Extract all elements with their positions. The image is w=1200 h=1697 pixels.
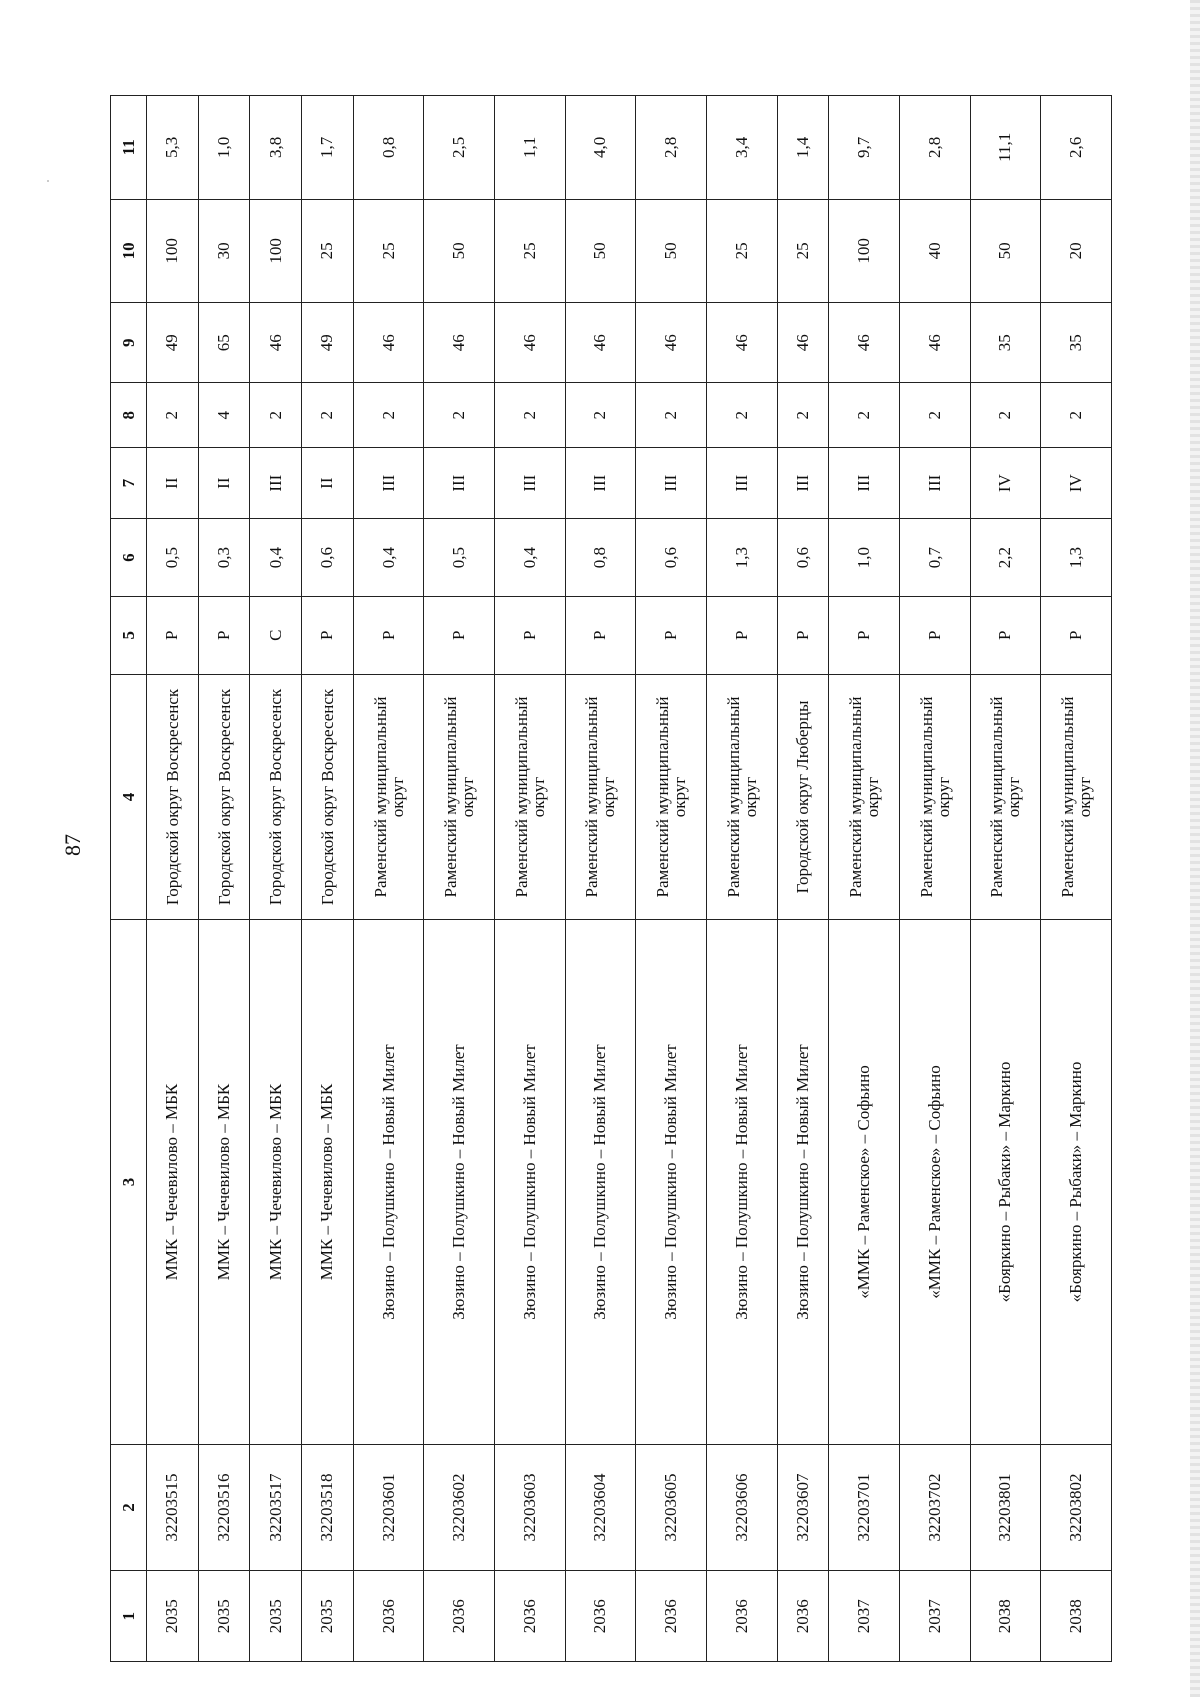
cell-width: 46	[636, 303, 707, 383]
table-row	[565, 96, 636, 1662]
cell-id: 32203604	[565, 1444, 636, 1571]
cell-lanes: 4	[198, 383, 250, 448]
cell-route: Зюзино – Полушкино – Новый Милет	[565, 920, 636, 1444]
cell-lanes: 2	[565, 383, 636, 448]
cell-municipality: Раменский муниципальный округ	[829, 674, 900, 920]
table-row	[302, 96, 354, 1662]
table-row	[353, 96, 424, 1662]
cell-lanes: 2	[147, 383, 199, 448]
table-row	[495, 96, 566, 1662]
cell-lanes: 2	[424, 383, 495, 448]
table-row	[147, 96, 199, 1662]
cell-value: 3,8	[250, 96, 302, 200]
column-header-5: 5	[111, 596, 147, 674]
cell-code: 2038	[1041, 1571, 1112, 1662]
cell-id: 32203515	[147, 1444, 199, 1571]
table-row	[970, 96, 1041, 1662]
cell-width: 46	[424, 303, 495, 383]
cell-length: 0,4	[250, 519, 302, 597]
rotated-table-wrapper	[110, 95, 1112, 1662]
cell-type: Р	[147, 596, 199, 674]
cell-lanes: 2	[250, 383, 302, 448]
cell-category: III	[565, 448, 636, 519]
cell-width: 49	[147, 303, 199, 383]
cell-value: 2,8	[636, 96, 707, 200]
cell-code: 2036	[424, 1571, 495, 1662]
table-row	[198, 96, 250, 1662]
cell-length: 0,3	[198, 519, 250, 597]
cell-traffic: 25	[777, 199, 829, 303]
cell-length: 0,6	[302, 519, 354, 597]
cell-traffic: 25	[706, 199, 777, 303]
cell-traffic: 25	[495, 199, 566, 303]
cell-traffic: 50	[565, 199, 636, 303]
cell-length: 0,5	[424, 519, 495, 597]
cell-traffic: 25	[353, 199, 424, 303]
cell-id: 32203801	[970, 1444, 1041, 1571]
cell-route: Зюзино – Полушкино – Новый Милет	[353, 920, 424, 1444]
cell-type: Р	[565, 596, 636, 674]
cell-id: 32203607	[777, 1444, 829, 1571]
column-header-2: 2	[111, 1444, 147, 1571]
cell-category: III	[495, 448, 566, 519]
table-container	[110, 95, 1112, 1662]
cell-value: 1,7	[302, 96, 354, 200]
cell-value: 2,6	[1041, 96, 1112, 200]
cell-category: III	[424, 448, 495, 519]
cell-municipality: Городской округ Воскресенск	[198, 674, 250, 920]
cell-id: 32203606	[706, 1444, 777, 1571]
cell-lanes: 2	[706, 383, 777, 448]
cell-route: Зюзино – Полушкино – Новый Милет	[777, 920, 829, 1444]
cell-length: 0,4	[353, 519, 424, 597]
cell-length: 1,3	[706, 519, 777, 597]
cell-value: 11,1	[970, 96, 1041, 200]
header-row	[111, 96, 147, 1662]
cell-value: 2,5	[424, 96, 495, 200]
cell-value: 4,0	[565, 96, 636, 200]
cell-id: 32203517	[250, 1444, 302, 1571]
table-row	[829, 96, 900, 1662]
cell-traffic: 40	[899, 199, 970, 303]
cell-length: 0,6	[777, 519, 829, 597]
cell-route: ММК – Чечевилово – МБК	[250, 920, 302, 1444]
cell-id: 32203602	[424, 1444, 495, 1571]
cell-length: 2,2	[970, 519, 1041, 597]
cell-value: 1,1	[495, 96, 566, 200]
column-header-11: 11	[111, 96, 147, 200]
cell-category: III	[636, 448, 707, 519]
cell-width: 46	[777, 303, 829, 383]
cell-code: 2036	[777, 1571, 829, 1662]
table-row	[250, 96, 302, 1662]
cell-category: IV	[970, 448, 1041, 519]
table-row	[1041, 96, 1112, 1662]
cell-category: II	[302, 448, 354, 519]
cell-route: «Бояркино – Рыбаки» – Маркино	[1041, 920, 1112, 1444]
cell-lanes: 2	[1041, 383, 1112, 448]
cell-route: «Бояркино – Рыбаки» – Маркино	[970, 920, 1041, 1444]
cell-category: IV	[1041, 448, 1112, 519]
cell-route: Зюзино – Полушкино – Новый Милет	[424, 920, 495, 1444]
cell-category: II	[147, 448, 199, 519]
cell-id: 32203601	[353, 1444, 424, 1571]
cell-municipality: Городской округ Воскресенск	[147, 674, 199, 920]
cell-municipality: Раменский муниципальный округ	[1041, 674, 1112, 920]
cell-traffic: 100	[250, 199, 302, 303]
cell-traffic: 50	[970, 199, 1041, 303]
cell-type: Р	[198, 596, 250, 674]
cell-lanes: 2	[829, 383, 900, 448]
cell-value: 1,4	[777, 96, 829, 200]
cell-municipality: Раменский муниципальный округ	[899, 674, 970, 920]
cell-width: 35	[1041, 303, 1112, 383]
cell-id: 32203605	[636, 1444, 707, 1571]
cell-code: 2038	[970, 1571, 1041, 1662]
cell-traffic: 25	[302, 199, 354, 303]
cell-route: «ММК – Раменское» – Софьино	[829, 920, 900, 1444]
cell-width: 35	[970, 303, 1041, 383]
cell-code: 2035	[198, 1571, 250, 1662]
scan-speck	[47, 180, 49, 182]
cell-type: Р	[1041, 596, 1112, 674]
cell-id: 32203702	[899, 1444, 970, 1571]
cell-value: 0,8	[353, 96, 424, 200]
table-body	[147, 96, 1112, 1662]
table-row	[777, 96, 829, 1662]
cell-municipality: Городской округ Люберцы	[777, 674, 829, 920]
cell-code: 2037	[829, 1571, 900, 1662]
cell-id: 32203701	[829, 1444, 900, 1571]
cell-route: ММК – Чечевилово – МБК	[198, 920, 250, 1444]
cell-type: С	[250, 596, 302, 674]
column-header-9: 9	[111, 303, 147, 383]
cell-route: Зюзино – Полушкино – Новый Милет	[636, 920, 707, 1444]
cell-id: 32203603	[495, 1444, 566, 1571]
cell-category: II	[198, 448, 250, 519]
cell-municipality: Раменский муниципальный округ	[706, 674, 777, 920]
cell-code: 2036	[706, 1571, 777, 1662]
column-header-6: 6	[111, 519, 147, 597]
cell-length: 1,0	[829, 519, 900, 597]
cell-route: Зюзино – Полушкино – Новый Милет	[706, 920, 777, 1444]
scan-edge	[1190, 0, 1200, 1697]
cell-value: 1,0	[198, 96, 250, 200]
column-header-4: 4	[111, 674, 147, 920]
table-row	[899, 96, 970, 1662]
cell-type: Р	[829, 596, 900, 674]
cell-type: Р	[424, 596, 495, 674]
cell-lanes: 2	[970, 383, 1041, 448]
cell-length: 1,3	[1041, 519, 1112, 597]
cell-width: 65	[198, 303, 250, 383]
cell-width: 46	[495, 303, 566, 383]
cell-code: 2036	[495, 1571, 566, 1662]
cell-type: Р	[706, 596, 777, 674]
cell-traffic: 50	[636, 199, 707, 303]
cell-id: 32203516	[198, 1444, 250, 1571]
cell-traffic: 20	[1041, 199, 1112, 303]
cell-traffic: 100	[829, 199, 900, 303]
cell-code: 2036	[353, 1571, 424, 1662]
cell-value: 3,4	[706, 96, 777, 200]
cell-lanes: 2	[636, 383, 707, 448]
cell-value: 5,3	[147, 96, 199, 200]
cell-code: 2035	[147, 1571, 199, 1662]
cell-type: Р	[495, 596, 566, 674]
cell-municipality: Городской округ Воскресенск	[250, 674, 302, 920]
cell-route: «ММК – Раменское» – Софьино	[899, 920, 970, 1444]
cell-municipality: Раменский муниципальный округ	[424, 674, 495, 920]
cell-category: III	[353, 448, 424, 519]
cell-type: Р	[777, 596, 829, 674]
cell-type: Р	[353, 596, 424, 674]
cell-traffic: 50	[424, 199, 495, 303]
cell-route: Зюзино – Полушкино – Новый Милет	[495, 920, 566, 1444]
cell-length: 0,7	[899, 519, 970, 597]
cell-category: III	[899, 448, 970, 519]
cell-length: 0,5	[147, 519, 199, 597]
cell-category: III	[777, 448, 829, 519]
cell-municipality: Раменский муниципальный округ	[353, 674, 424, 920]
cell-lanes: 2	[353, 383, 424, 448]
cell-length: 0,8	[565, 519, 636, 597]
cell-code: 2035	[250, 1571, 302, 1662]
cell-traffic: 30	[198, 199, 250, 303]
cell-value: 2,8	[899, 96, 970, 200]
cell-type: Р	[899, 596, 970, 674]
column-header-8: 8	[111, 383, 147, 448]
cell-category: III	[250, 448, 302, 519]
column-header-10: 10	[111, 199, 147, 303]
cell-municipality: Городской округ Воскресенск	[302, 674, 354, 920]
cell-municipality: Раменский муниципальный округ	[970, 674, 1041, 920]
data-table	[110, 95, 1112, 1662]
cell-lanes: 2	[495, 383, 566, 448]
cell-width: 46	[565, 303, 636, 383]
cell-traffic: 100	[147, 199, 199, 303]
cell-lanes: 2	[899, 383, 970, 448]
cell-id: 32203802	[1041, 1444, 1112, 1571]
column-header-1: 1	[111, 1571, 147, 1662]
cell-width: 46	[829, 303, 900, 383]
cell-category: III	[829, 448, 900, 519]
cell-code: 2037	[899, 1571, 970, 1662]
cell-value: 9,7	[829, 96, 900, 200]
cell-category: III	[706, 448, 777, 519]
cell-length: 0,4	[495, 519, 566, 597]
cell-type: Р	[970, 596, 1041, 674]
column-header-7: 7	[111, 448, 147, 519]
cell-route: ММК – Чечевилово – МБК	[147, 920, 199, 1444]
cell-width: 46	[250, 303, 302, 383]
table-row	[424, 96, 495, 1662]
cell-code: 2036	[565, 1571, 636, 1662]
page-number: 87	[60, 834, 85, 856]
cell-code: 2035	[302, 1571, 354, 1662]
cell-municipality: Раменский муниципальный округ	[565, 674, 636, 920]
table-row	[706, 96, 777, 1662]
cell-lanes: 2	[302, 383, 354, 448]
column-header-3: 3	[111, 920, 147, 1444]
cell-type: Р	[636, 596, 707, 674]
cell-code: 2036	[636, 1571, 707, 1662]
cell-lanes: 2	[777, 383, 829, 448]
cell-width: 46	[899, 303, 970, 383]
cell-length: 0,6	[636, 519, 707, 597]
cell-width: 49	[302, 303, 354, 383]
table-row	[636, 96, 707, 1662]
cell-type: Р	[302, 596, 354, 674]
cell-id: 32203518	[302, 1444, 354, 1571]
cell-width: 46	[706, 303, 777, 383]
cell-municipality: Раменский муниципальный округ	[495, 674, 566, 920]
cell-route: ММК – Чечевилово – МБК	[302, 920, 354, 1444]
cell-municipality: Раменский муниципальный округ	[636, 674, 707, 920]
cell-width: 46	[353, 303, 424, 383]
